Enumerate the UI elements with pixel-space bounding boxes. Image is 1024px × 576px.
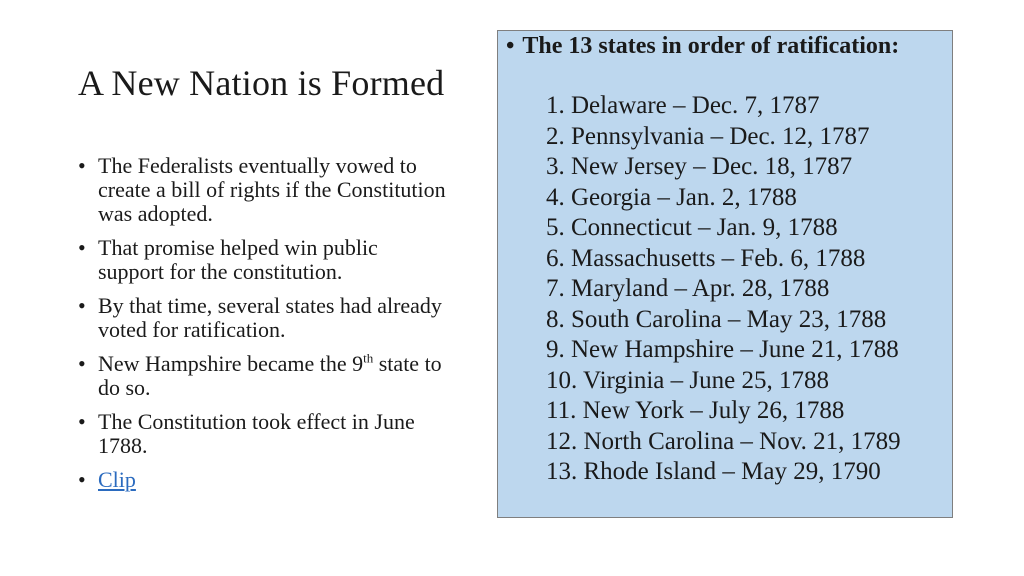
ratification-heading-text: The 13 states in order of ratification: — [522, 33, 900, 59]
bullet-text: The Federalists eventually vowed to create a bill of rights if the Constitution was adopted. — [98, 153, 446, 226]
bullet-icon: • — [78, 153, 86, 178]
bullet-text: The Constitution took effect in June 1788. — [98, 409, 415, 458]
bullet-icon: • — [78, 467, 86, 492]
bullet-icon: • — [78, 293, 86, 318]
state-item: 10. Virginia – June 25, 1788 — [546, 366, 829, 394]
bullet-item — [78, 352, 448, 400]
state-item: 6. Massachusetts – Feb. 6, 1788 — [546, 244, 866, 272]
bullet-icon: • — [78, 351, 86, 376]
state-item: 1. Delaware – Dec. 7, 1787 — [546, 92, 820, 119]
bullet-item — [78, 468, 448, 492]
bullet-item — [78, 154, 448, 226]
ratification-heading — [506, 33, 899, 60]
bullet-item — [78, 410, 448, 458]
state-item: 5. Connecticut – Jan. 9, 1788 — [546, 214, 838, 241]
state-item: 9. New Hampshire – June 21, 1788 — [546, 336, 899, 363]
left-bullet-list — [78, 154, 448, 502]
clip-link[interactable]: Clip — [98, 467, 136, 492]
bullet-text: That promise helped win public support for the constitution. — [98, 235, 378, 284]
state-item: 2. Pennsylvania – Dec. 12, 1787 — [546, 122, 870, 150]
bullet-item — [78, 294, 448, 342]
bullet-text: By that time, several states had already voted for ratification. — [98, 293, 442, 342]
bullet-text-part: state to do so. — [98, 351, 442, 400]
state-item: 13. Rhode Island – May 29, 1790 — [546, 458, 881, 485]
state-list — [546, 91, 901, 488]
state-item: 11. New York – July 26, 1788 — [546, 397, 845, 424]
state-item: 7. Maryland – Apr. 28, 1788 — [546, 275, 830, 302]
bullet-icon: • — [506, 33, 515, 59]
bullet-icon: • — [78, 235, 86, 260]
state-item: 3. New Jersey – Dec. 18, 1787 — [546, 153, 853, 180]
bullet-icon: • — [78, 409, 86, 434]
bullet-item — [78, 236, 448, 284]
state-item: 4. Georgia – Jan. 2, 1788 — [546, 183, 797, 211]
state-item: 8. South Carolina – May 23, 1788 — [546, 305, 887, 333]
slide-title: A New Nation is Formed — [78, 63, 445, 103]
ratification-box — [497, 30, 953, 518]
ordinal-superscript: th — [363, 350, 374, 366]
bullet-text-part: New Hampshire became the 9 — [98, 351, 364, 376]
state-item: 12. North Carolina – Nov. 21, 1789 — [546, 427, 901, 455]
